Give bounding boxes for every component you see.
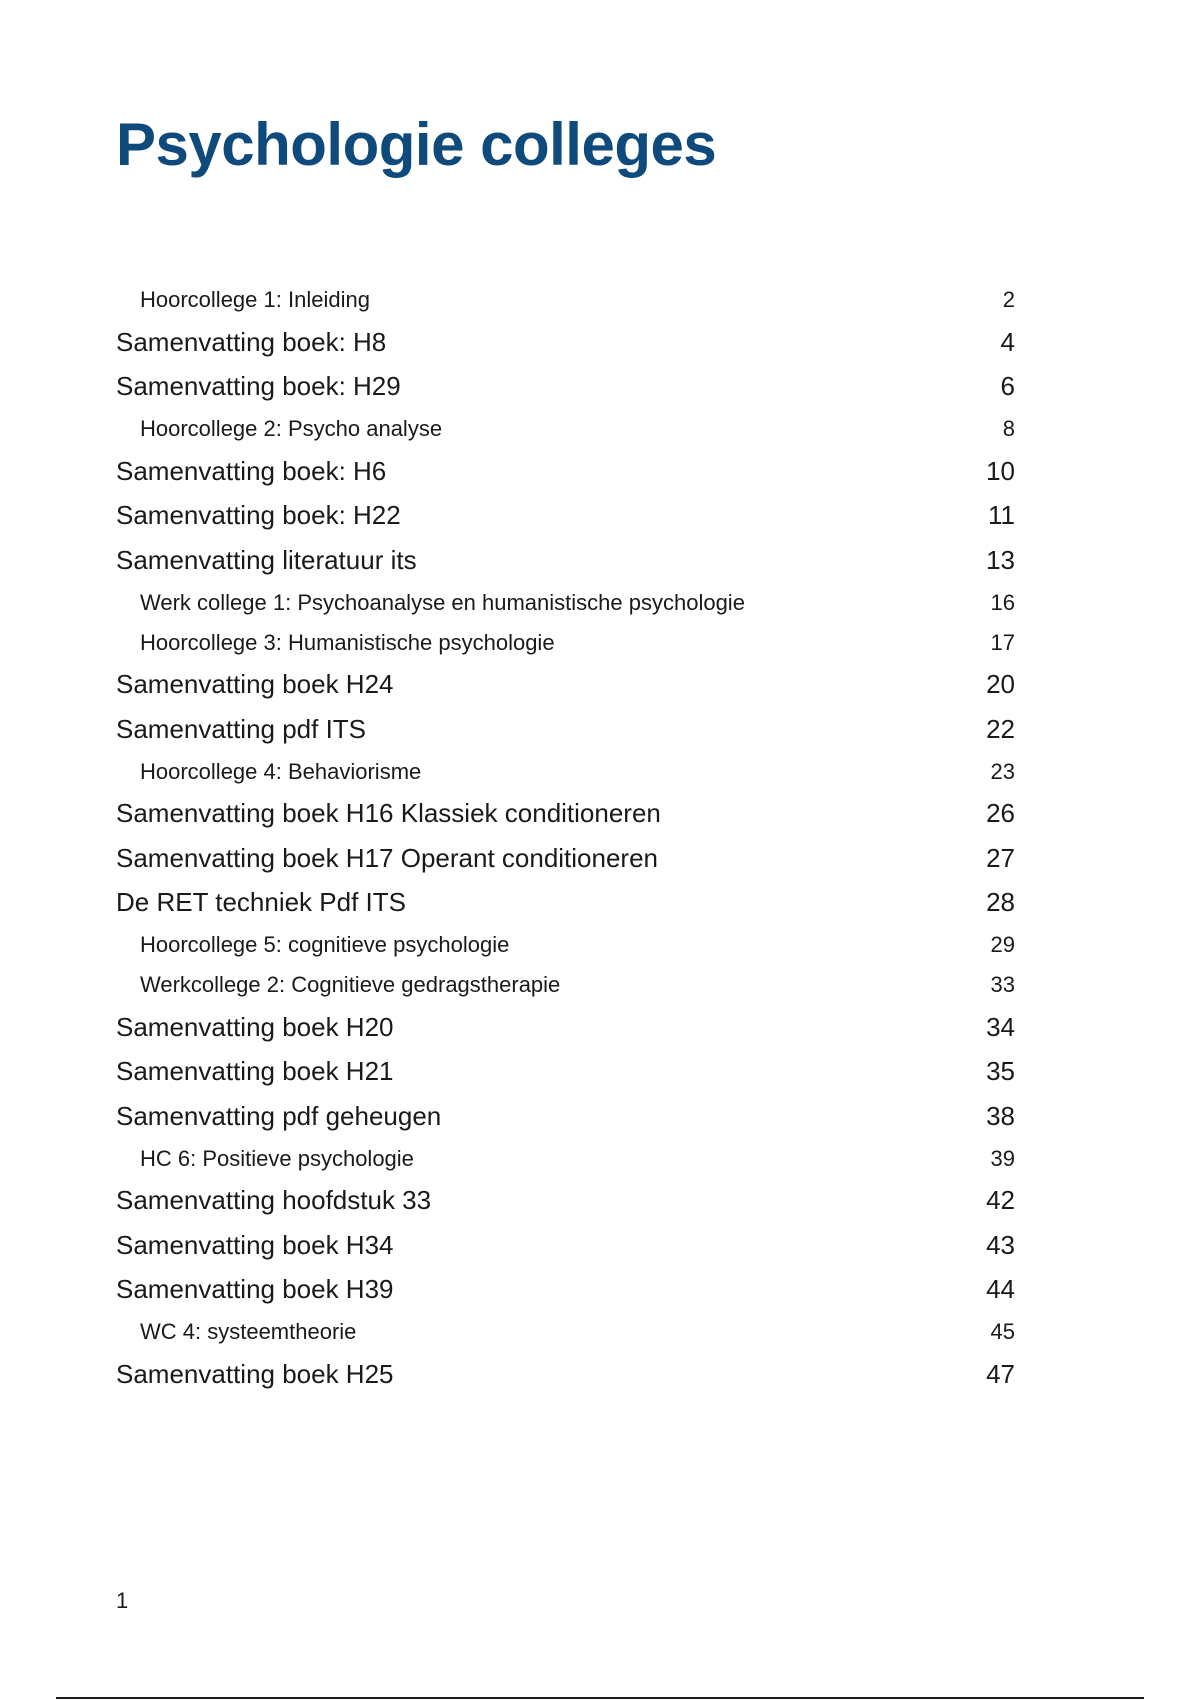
toc-entry[interactable] — [116, 1179, 1015, 1224]
toc-entry-page: 11 — [988, 500, 1015, 531]
toc-entry-page: 22 — [986, 713, 1015, 744]
toc-entry-label: Samenvatting boek H34 — [116, 1229, 394, 1260]
toc-entry-page: 33 — [990, 972, 1015, 997]
toc-entry[interactable] — [116, 881, 1015, 926]
toc-entry[interactable] — [116, 494, 1015, 539]
toc-entry-label: Werk college 1: Psychoanalyse en humanistische psychologie — [140, 589, 745, 615]
toc-entry-label: Samenvatting boek: H8 — [116, 326, 387, 357]
toc-entry-page: 8 — [1002, 416, 1015, 441]
toc-entry-page: 44 — [986, 1274, 1015, 1305]
toc-entry[interactable] — [116, 752, 1015, 792]
toc-entry-page: 29 — [990, 932, 1015, 957]
toc-entry[interactable] — [116, 538, 1015, 583]
page-title: Psychologie colleges — [116, 111, 717, 178]
toc-entry-label: HC 6: Positieve psychologie — [140, 1145, 414, 1171]
toc-entry[interactable] — [116, 1312, 1015, 1352]
toc-entry-page: 42 — [986, 1185, 1015, 1216]
toc-entry[interactable] — [116, 836, 1015, 881]
toc-entry-page: 26 — [986, 798, 1015, 829]
toc-entry-page: 10 — [986, 455, 1015, 486]
toc-entry-page: 34 — [986, 1011, 1015, 1042]
toc-entry-page: 16 — [990, 589, 1015, 615]
toc-entry-page: 6 — [1000, 371, 1015, 402]
toc-entry[interactable] — [116, 365, 1015, 410]
page-number: 1 — [116, 1588, 129, 1613]
toc-entry-page: 17 — [990, 629, 1015, 655]
toc-entry-label: Samenvatting boek H21 — [116, 1056, 394, 1087]
toc-entry[interactable] — [116, 1005, 1015, 1050]
toc-entry[interactable] — [116, 1223, 1015, 1268]
footer-divider — [56, 1697, 1144, 1699]
toc-entry-label: Samenvatting literatuur its — [116, 544, 417, 575]
toc-entry-page: 39 — [990, 1145, 1015, 1171]
table-of-contents — [116, 280, 1015, 1397]
toc-entry[interactable] — [116, 925, 1015, 965]
toc-entry-label: Samenvatting boek: H29 — [116, 371, 401, 402]
toc-entry-label: Samenvatting boek H39 — [116, 1274, 394, 1305]
toc-entry[interactable] — [116, 707, 1015, 752]
toc-entry[interactable] — [116, 1094, 1015, 1139]
toc-entry-label: Samenvatting boek H17 Operant conditioneren — [116, 842, 659, 873]
toc-entry[interactable] — [116, 1050, 1015, 1095]
toc-entry-page: 13 — [986, 544, 1015, 575]
toc-entry[interactable] — [116, 965, 1015, 1005]
toc-entry-label: Samenvatting hoofdstuk 33 — [116, 1185, 432, 1216]
toc-entry[interactable] — [116, 449, 1015, 494]
toc-entry-page: 43 — [986, 1229, 1015, 1260]
toc-entry-label: WC 4: systeemtheorie — [140, 1319, 357, 1344]
toc-entry-label: Samenvatting pdf geheugen — [116, 1100, 442, 1131]
toc-entry-page: 2 — [1002, 287, 1015, 312]
toc-entry-page: 45 — [990, 1319, 1015, 1344]
toc-entry-page: 28 — [986, 887, 1015, 918]
toc-entry-label: Samenvatting boek H24 — [116, 669, 394, 700]
toc-entry-label: De RET techniek Pdf ITS — [116, 887, 406, 918]
toc-entry-label: Samenvatting boek: H6 — [116, 455, 387, 486]
toc-entry-label: Werkcollege 2: Cognitieve gedragstherapie — [140, 972, 561, 997]
toc-entry[interactable] — [116, 1139, 1015, 1179]
toc-entry[interactable] — [116, 1352, 1015, 1397]
toc-entry-label: Samenvatting boek H20 — [116, 1011, 394, 1042]
toc-entry-label: Hoorcollege 2: Psycho analyse — [140, 416, 443, 441]
toc-entry-page: 4 — [1000, 326, 1015, 357]
toc-entry[interactable] — [116, 320, 1015, 365]
toc-entry[interactable] — [116, 792, 1015, 837]
toc-entry-label: Hoorcollege 5: cognitieve psychologie — [140, 932, 510, 957]
toc-entry-label: Hoorcollege 3: Humanistische psychologie — [140, 629, 555, 655]
toc-entry-page: 20 — [986, 669, 1015, 700]
toc-entry-label: Samenvatting boek H16 Klassiek conditioneren — [116, 798, 661, 829]
toc-entry[interactable] — [116, 1268, 1015, 1313]
toc-entry-label: Samenvatting pdf ITS — [116, 713, 367, 744]
toc-entry-label: Samenvatting boek: H22 — [116, 500, 401, 531]
toc-entry[interactable] — [116, 623, 1015, 663]
toc-entry[interactable] — [116, 409, 1015, 449]
toc-entry-page: 27 — [986, 842, 1015, 873]
toc-entry-page: 38 — [986, 1100, 1015, 1131]
toc-entry-label: Hoorcollege 4: Behaviorisme — [140, 758, 422, 784]
toc-entry-page: 23 — [990, 758, 1015, 784]
toc-entry-page: 47 — [986, 1358, 1015, 1389]
toc-entry-label: Samenvatting boek H25 — [116, 1358, 394, 1389]
toc-entry[interactable] — [116, 583, 1015, 623]
toc-entry-page: 35 — [986, 1056, 1015, 1087]
toc-entry[interactable] — [116, 280, 1015, 320]
toc-entry[interactable] — [116, 663, 1015, 708]
toc-entry-label: Hoorcollege 1: Inleiding — [140, 287, 370, 312]
